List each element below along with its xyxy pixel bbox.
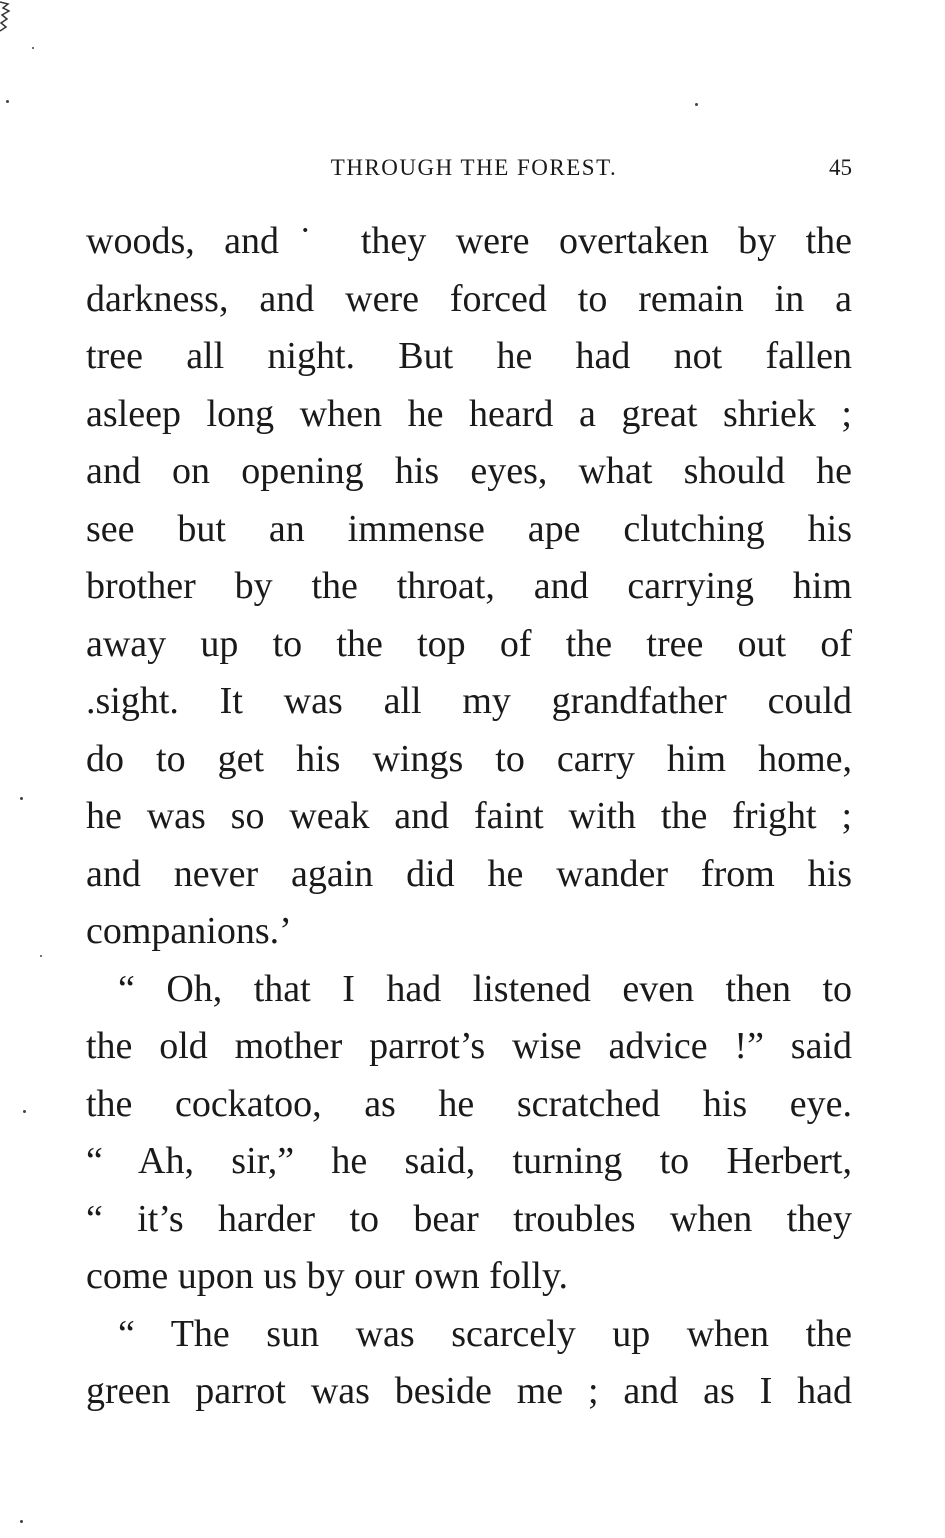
text-line: see but an immense ape clutching his: [86, 507, 852, 550]
scan-speck: [32, 47, 34, 49]
scan-speck: [23, 1110, 26, 1113]
scan-edge-mark: [0, 0, 10, 44]
body-text: [86, 213, 852, 1421]
text-line: “ Ah, sir,” he said, turning to Herbert,: [86, 1140, 852, 1182]
text-line: the cockatoo, as he scratched his eye.: [86, 1082, 852, 1125]
scan-speck: [6, 100, 9, 103]
running-title: THROUGH THE FOREST.: [330, 155, 618, 180]
text-line: companions.’: [86, 910, 292, 952]
scan-speck: [40, 955, 42, 957]
text-line: .sight. It was all my grandfather could: [86, 680, 852, 722]
text-line: and on opening his eyes, what should he: [86, 450, 852, 492]
text-line: green parrot was beside me ; and as I had: [86, 1370, 852, 1412]
running-head: [86, 152, 852, 184]
text-line: asleep long when he heard a great shriek ;: [86, 392, 852, 435]
scan-speck: [20, 1520, 23, 1523]
page-number: 45: [829, 155, 852, 180]
text-line: tree all night. But he had not fallen: [86, 335, 852, 377]
text-line: do to get his wings to carry him home,: [86, 737, 852, 780]
text-line: brother by the throat, and carrying him: [86, 565, 852, 607]
text-line: “ it’s harder to bear troubles when they: [86, 1197, 852, 1240]
text-line: and never again did he wander from his: [86, 852, 852, 895]
text-line: away up to the top of the tree out of: [86, 622, 852, 665]
text-line: “ The sun was scarcely up when the: [118, 1312, 852, 1355]
text-line: “ Oh, that I had listened even then to: [118, 967, 852, 1010]
text-line: come upon us by our own folly.: [86, 1255, 568, 1297]
text-line: he was so weak and faint with the fright ;: [86, 795, 852, 837]
text-line: darkness, and were forced to remain in a: [86, 277, 852, 320]
scan-speck: [20, 797, 23, 800]
text-line: the old mother parrot’s wise advice !” said: [86, 1025, 852, 1067]
scan-speck: [695, 103, 698, 106]
text-line: woods, and˙ they were overtaken by the: [86, 220, 852, 262]
